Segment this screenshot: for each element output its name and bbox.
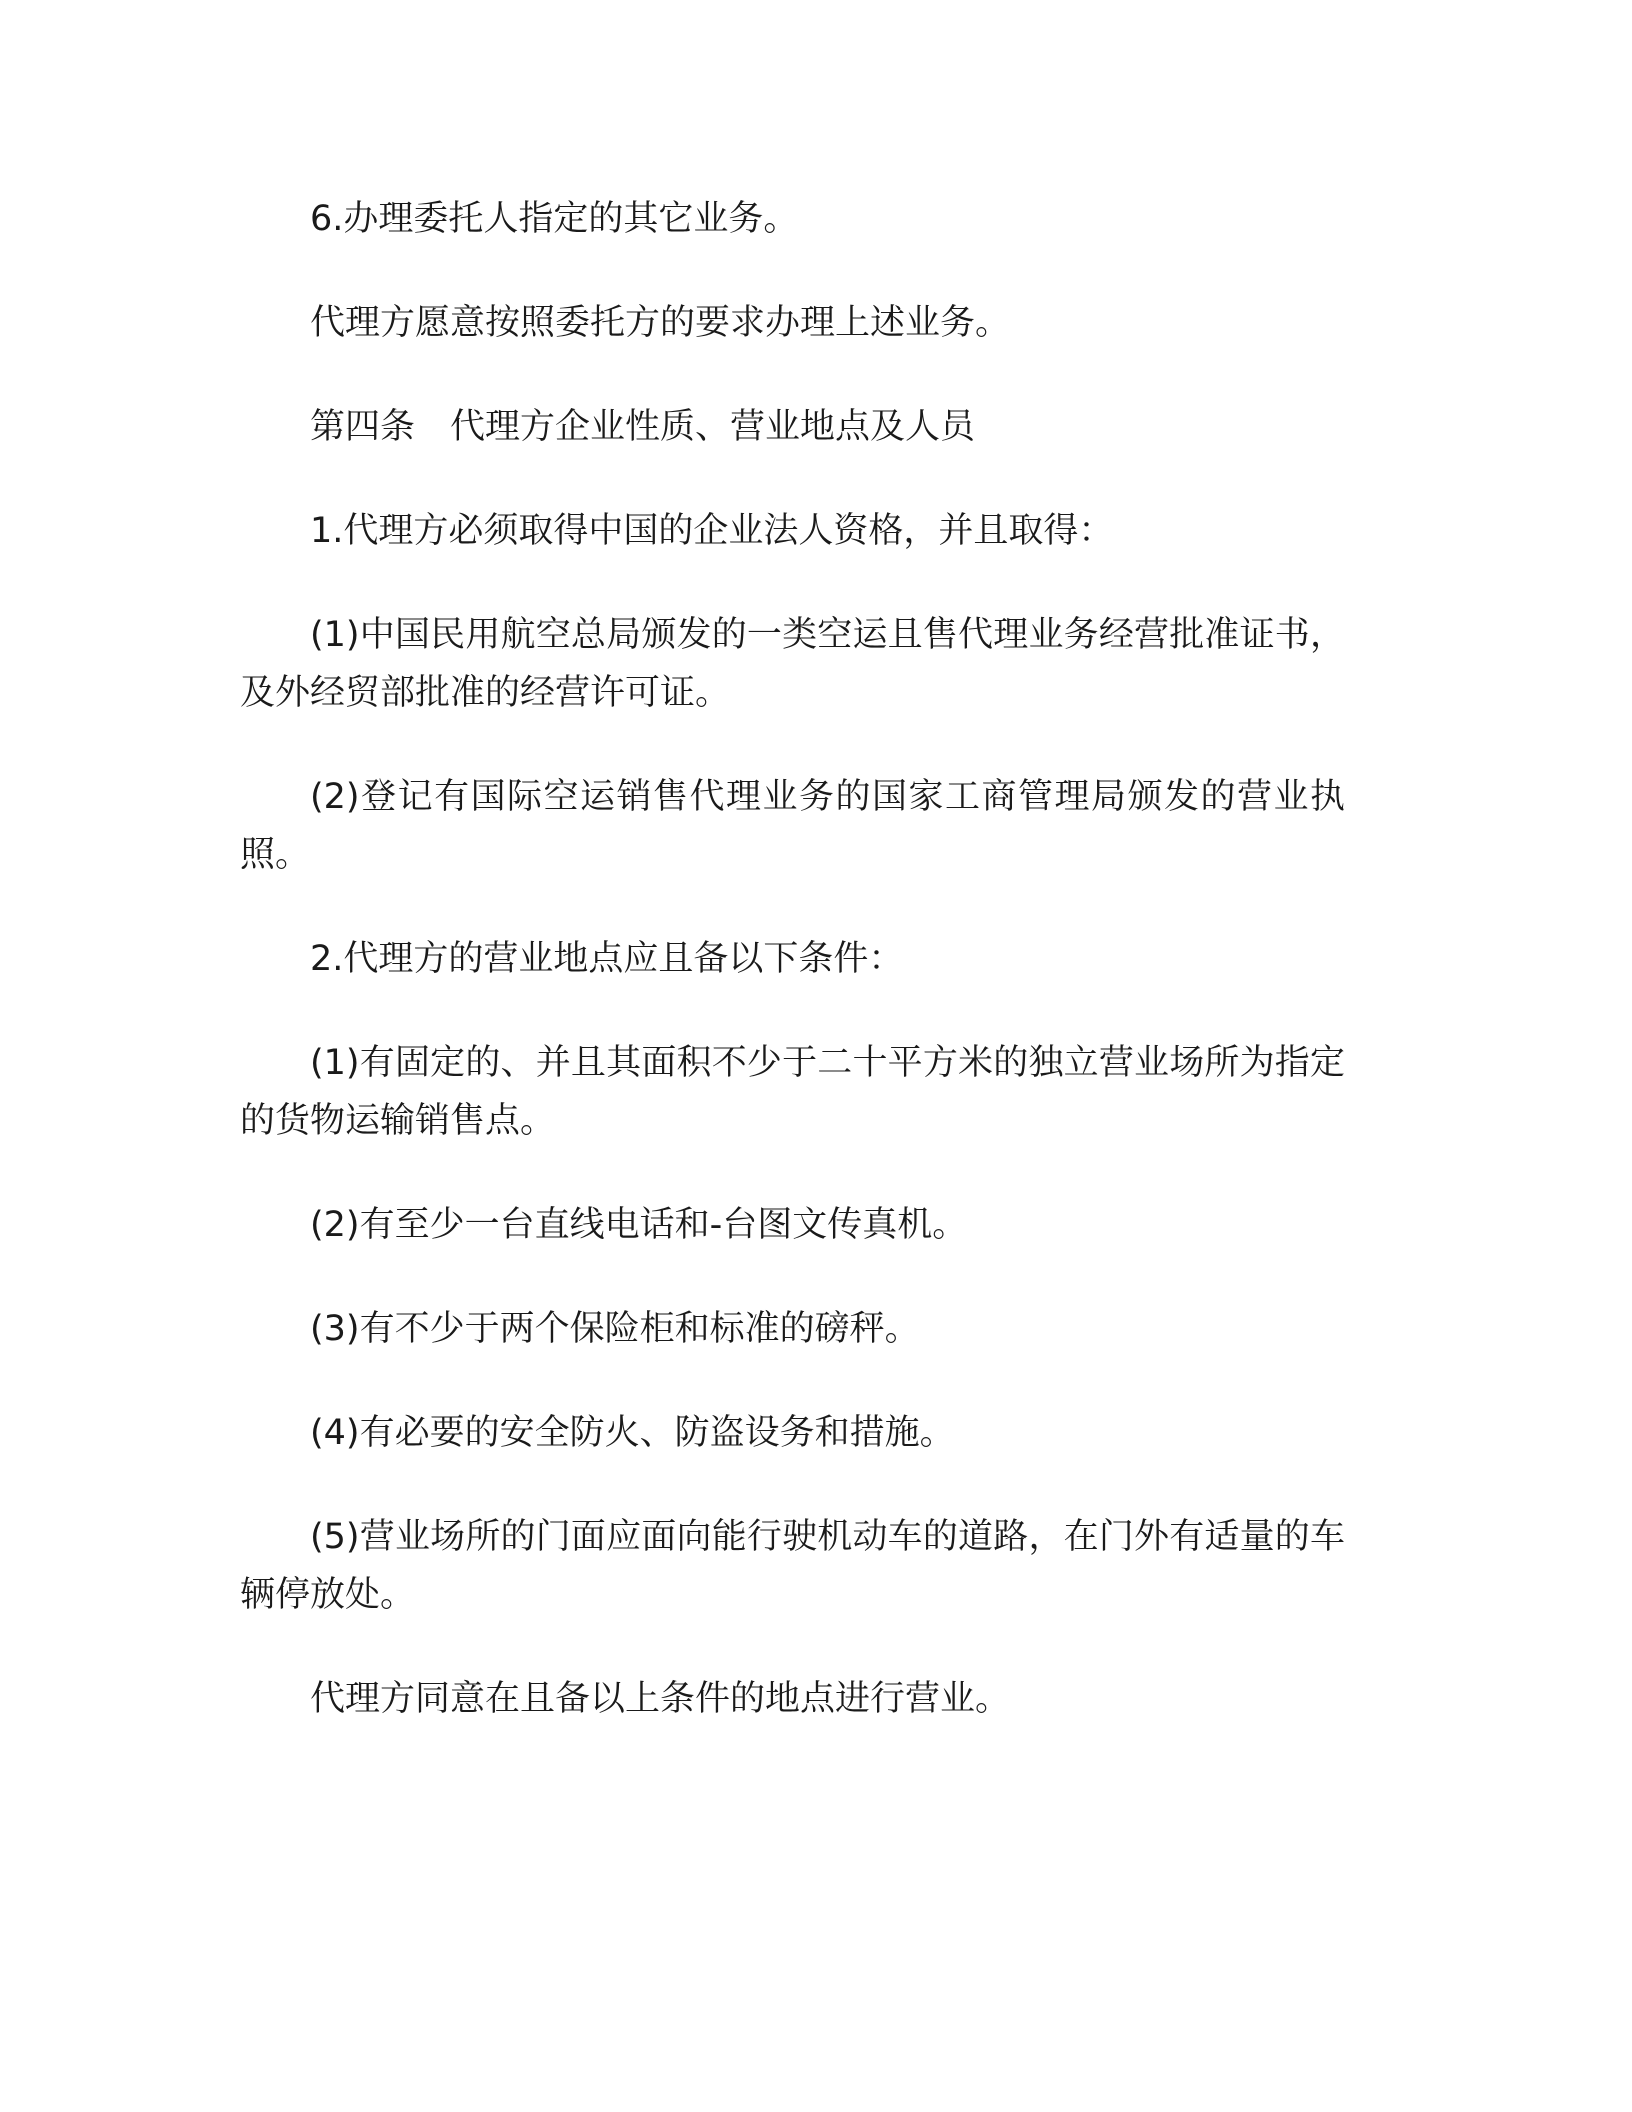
paragraph-clause-2: 2.代理方的营业地点应且备以下条件： (310, 939, 904, 979)
paragraph-agent-willing: 代理方愿意按照委托方的要求办理上述业务。 (310, 303, 1011, 343)
paragraph-agent-agrees: 代理方同意在且备以上条件的地点进行营业。 (310, 1679, 1011, 1719)
article-four-heading: 第四条 代理方企业性质、营业地点及人员 (310, 407, 976, 447)
paragraph-clause-2-3: (3)有不少于两个保险柜和标准的磅秤。 (310, 1309, 920, 1349)
paragraph-clause-2-1: (1)有固定的、并且其面积不少于二十平方米的独立营业场所为指定的货物运输销售点。 (240, 1043, 1345, 1141)
paragraph-clause-1-2: (2)登记有国际空运销售代理业务的国家工商管理局颁发的营业执照。 (240, 777, 1345, 875)
document-body (240, 190, 1345, 1728)
paragraph-item-6: 6.办理委托人指定的其它业务。 (310, 199, 799, 239)
paragraph-clause-1: 1.代理方必须取得中国的企业法人资格，并且取得： (310, 511, 1114, 551)
paragraph-clause-2-4: (4)有必要的安全防火、防盗设务和措施。 (310, 1413, 955, 1453)
paragraph-clause-2-2: (2)有至少一台直线电话和-台图文传真机。 (310, 1205, 968, 1245)
paragraph-clause-2-5: (5)营业场所的门面应面向能行驶机动车的道路，在门外有适量的车辆停放处。 (240, 1517, 1345, 1615)
paragraph-clause-1-1: (1)中国民用航空总局颁发的一类空运且售代理业务经营批准证书，及外经贸部批准的经营许可证。 (240, 615, 1345, 713)
